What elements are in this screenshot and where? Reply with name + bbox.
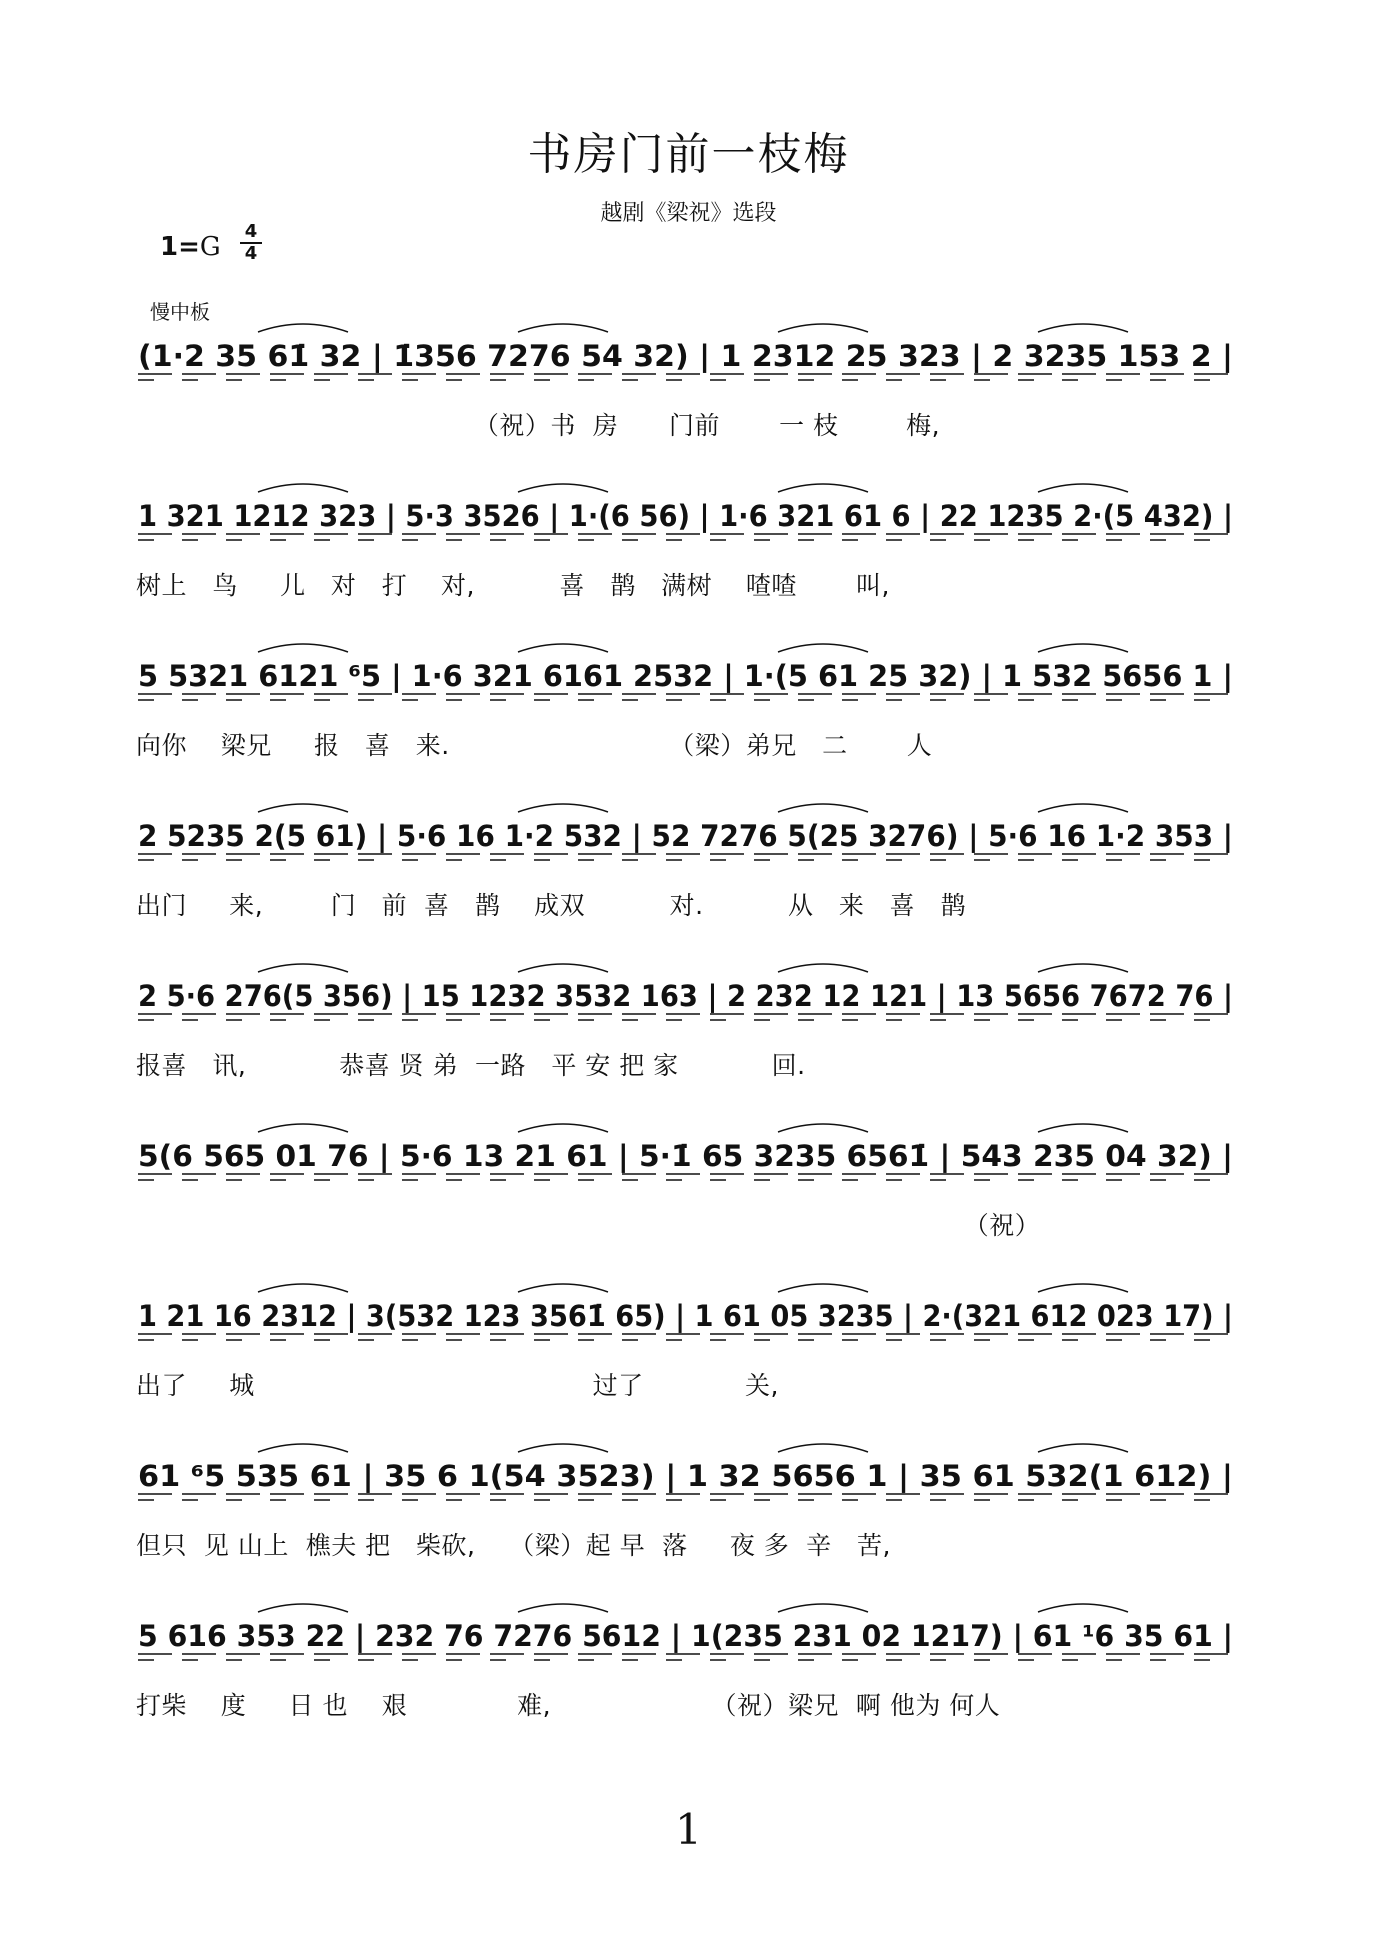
score-subtitle: 越剧《梁祝》选段	[600, 201, 777, 226]
slur-arc	[518, 324, 608, 332]
lyric-line: 向你 梁兄 报 喜 来. （梁）弟兄 二 人	[136, 731, 933, 760]
slur-arc	[518, 964, 608, 972]
notation-line	[138, 650, 1238, 710]
slur-arc	[778, 1444, 868, 1452]
notation-svg	[138, 1450, 1238, 1520]
slur-arc	[258, 1124, 348, 1132]
notation-svg	[138, 490, 1238, 560]
slur-arc	[1038, 804, 1128, 812]
lyric-line: （祝）书 房 门前 一 枝 梅,	[136, 411, 941, 440]
slur-arc	[258, 644, 348, 652]
slur-arc	[258, 804, 348, 812]
notation-line	[138, 1610, 1238, 1670]
notation-text: 5(6 565 01 76 | 5·6 13 21 61 | 5·1̇ 65 3235 6561̇ | 543 235 04 32) |	[138, 1139, 1233, 1173]
slur-arc	[518, 1284, 608, 1292]
slur-arc	[1038, 964, 1128, 972]
tempo-marking: 慢中板	[150, 300, 210, 324]
slur-arc	[258, 484, 348, 492]
notation-svg	[138, 1130, 1238, 1200]
key-signature	[160, 232, 221, 262]
slur-arc	[1038, 1444, 1128, 1452]
notation-text: 5 5321 6121 ⁶5 | 1·6 321 6161 2532 | 1·(5 61 25 32) | 1 532 5656 1 |	[138, 659, 1233, 693]
slur-arc	[778, 484, 868, 492]
slur-arc	[778, 1284, 868, 1292]
notation-svg	[138, 650, 1238, 720]
page-number: 1	[675, 1805, 702, 1854]
notation-svg	[138, 1290, 1238, 1360]
slur-arc	[778, 1124, 868, 1132]
slur-arc	[258, 964, 348, 972]
notation-text: 5 616 353 22 | 232 76 7276 5612 | 1(235 231 02 1217) | 61 ¹6 35 61 |	[138, 1619, 1233, 1653]
lyric-line: 出门 来, 门 前 喜 鹊 成双 对. 从 来 喜 鹊	[136, 891, 967, 920]
lyric-line: 打柴 度 日 也 艰 难, （祝）梁兄 啊 他为 何人	[136, 1691, 1001, 1720]
slur-arc	[258, 324, 348, 332]
lyric-line: 但只 见 山上 樵夫 把 柴砍, （梁）起 早 落 夜 多 辛 苦,	[136, 1531, 891, 1560]
notation-line	[138, 1450, 1238, 1510]
key-note: G	[199, 232, 221, 262]
lyric-line: （祝）	[136, 1211, 1041, 1240]
time-signature	[240, 222, 262, 264]
notation-svg	[138, 330, 1238, 400]
slur-arc	[518, 1124, 608, 1132]
notation-line	[138, 1130, 1238, 1190]
slur-arc	[518, 804, 608, 812]
notation-svg	[138, 970, 1238, 1040]
slur-arc	[1038, 644, 1128, 652]
slur-arc	[1038, 1124, 1128, 1132]
slur-arc	[778, 1604, 868, 1612]
slur-arc	[518, 1604, 608, 1612]
notation-line	[138, 970, 1238, 1030]
lyric-line: 出了 城 过了 关,	[136, 1371, 779, 1400]
notation-text: 61 ⁶5 535 61 | 35 6 1(54 3523) | 1 32 5656 1 | 35 61 532(1 612) |	[138, 1459, 1233, 1493]
notation-text: 1 21 16 2312 | 3(532 123 3561̇ 65) | 1 61 05 3235 | 2·(321 612 023 17) |	[138, 1299, 1233, 1333]
slur-arc	[778, 324, 868, 332]
slur-arc	[518, 1444, 608, 1452]
notation-line	[138, 330, 1238, 390]
time-signature-top: 4	[240, 222, 262, 244]
notation-text: 2 5235 2(5 61) | 5·6 16 1·2 532 | 52 7276 5(25 3276) | 5·6 16 1·2 353 |	[138, 819, 1233, 853]
notation-text: 2 5·6 276(5 356) | 15 1232 3532 163 | 2 232 12 121 | 13 5656 7672 76 |	[138, 979, 1233, 1013]
notation-line	[138, 490, 1238, 550]
notation-text: 1 321 1212 323 | 5·3 3526 | 1·(6 56) | 1·6 321 61 6 | 22 1235 2·(5 432) |	[138, 499, 1233, 533]
lyric-line: 树上 鸟 儿 对 打 对, 喜 鹊 满树 喳喳 叫,	[136, 571, 890, 600]
key-prefix: 1=	[160, 232, 200, 262]
notation-text: (1·2 35 61̇ 32 | 1̇356 7276 54 32) | 1 2312 25 323 | 2 3235 153 2 |	[138, 339, 1233, 373]
slur-arc	[778, 644, 868, 652]
slur-arc	[258, 1284, 348, 1292]
slur-arc	[518, 484, 608, 492]
slur-arc	[1038, 484, 1128, 492]
slur-arc	[518, 644, 608, 652]
slur-arc	[258, 1604, 348, 1612]
notation-line	[138, 1290, 1238, 1350]
slur-arc	[1038, 1284, 1128, 1292]
slur-arc	[1038, 324, 1128, 332]
notation-svg	[138, 1610, 1238, 1680]
lyric-line: 报喜 讯, 恭喜 贤 弟 一路 平 安 把 家 回.	[136, 1051, 806, 1080]
slur-arc	[778, 964, 868, 972]
notation-svg	[138, 810, 1238, 880]
notation-line	[138, 810, 1238, 870]
slur-arc	[1038, 1604, 1128, 1612]
time-signature-bottom: 4	[244, 243, 258, 264]
slur-arc	[258, 1444, 348, 1452]
slur-arc	[778, 804, 868, 812]
score-title: 书房门前一枝梅	[527, 129, 850, 180]
